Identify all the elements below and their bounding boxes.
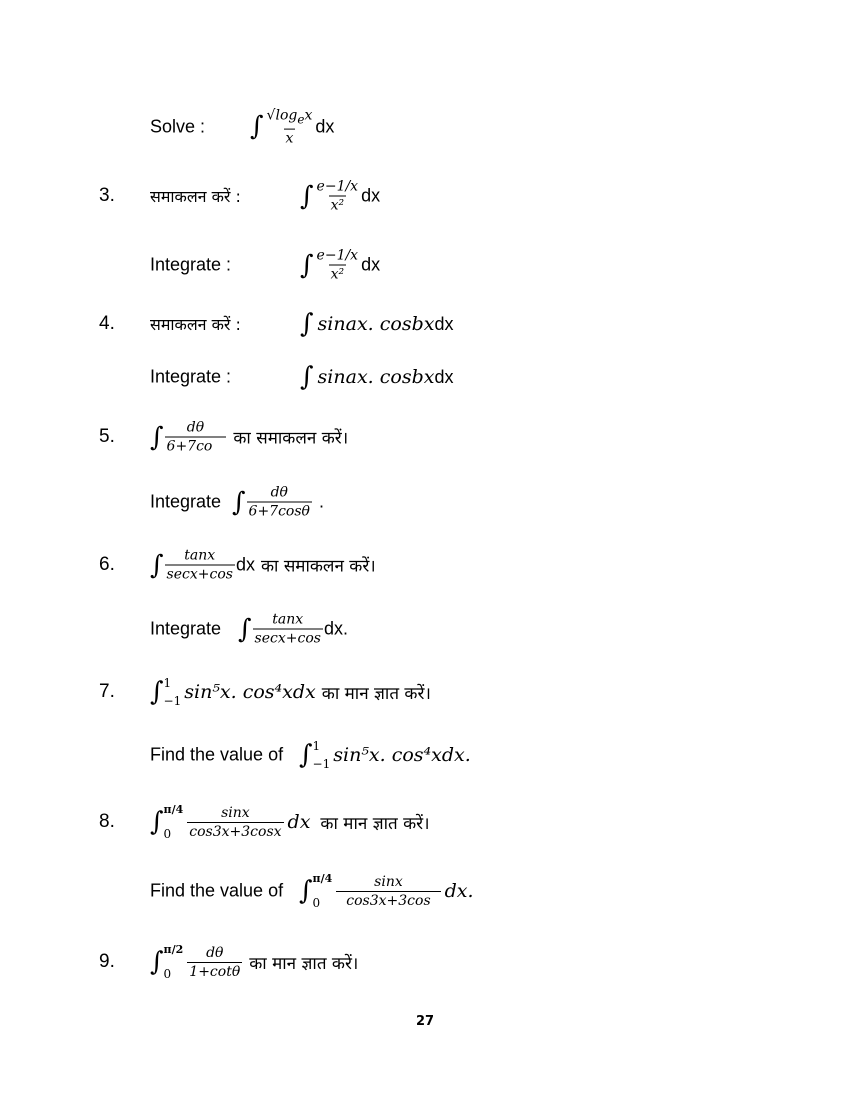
q6-dx: dx (235, 554, 255, 575)
integral-sign-icon: ∫ (150, 422, 164, 452)
q8-hindi-text: का मान ज्ञात करें। (320, 813, 430, 834)
integral-sign-icon: ∫ (150, 677, 164, 707)
q3-en-num: e−1/x (316, 247, 359, 264)
q8-den-hi: cos3x+3cosx (189, 823, 282, 840)
q5-en-num: dθ (270, 484, 288, 501)
q7-en-expr: sin⁵x. cos⁴xdx. (333, 744, 471, 766)
q6-num: tanx (184, 547, 216, 564)
q5-en-expression (232, 484, 324, 521)
integral-sign-icon: ∫ (300, 309, 314, 339)
q8-en-expression (299, 872, 474, 910)
q5-hi-expression (150, 419, 348, 456)
q8-den-en: cos3x+3cos (336, 891, 440, 910)
q6-number: 6. (99, 554, 115, 575)
q2-label: Solve : (150, 116, 206, 137)
q8-en-label: Find the value of (150, 880, 284, 901)
q9-num: dθ (206, 944, 224, 961)
q8-en-upper-limit: π/4 (312, 872, 333, 885)
q7-en-lower-limit: −1 (312, 757, 331, 771)
q6-en-label: Integrate (150, 618, 222, 639)
q9-den: 1+cotθ (189, 963, 241, 980)
q6-den: secx+cos (166, 566, 233, 583)
q8-number: 8. (99, 811, 115, 832)
q7-upper-limit: 1 (163, 676, 172, 690)
q5-number: 5. (99, 426, 115, 447)
q3-en-den: x² (330, 266, 345, 283)
q3-en-dx: dx (361, 254, 381, 275)
q7-hindi-text: का मान ज्ञात करें। (321, 683, 431, 704)
q6-en-expression (238, 611, 348, 648)
q3-den: x² (330, 197, 345, 214)
q7-number: 7. (99, 681, 115, 702)
q7-en-upper-limit: 1 (312, 739, 321, 753)
q4-en-dx: dx (434, 366, 454, 387)
q6-hi-expression (150, 547, 376, 584)
q5-den-hi: 6+7co (165, 437, 227, 456)
q7-en-expression (299, 739, 471, 771)
q6-hindi-text: का समाकलन करें। (260, 556, 376, 577)
q2-dx: dx (315, 116, 335, 137)
q9-hindi-text: का मान ज्ञात करें। (249, 953, 359, 974)
q4-dx: dx (434, 313, 454, 334)
q7-lower-limit: −1 (163, 694, 182, 708)
q4-en-expr: sinax. cosbx (317, 366, 435, 388)
q4-hindi-label: समाकलन करें : (150, 315, 241, 334)
q4-en-expression (300, 364, 453, 390)
q7-hi-expression (150, 676, 431, 708)
q7-expr: sin⁵x. cos⁴xdx (184, 681, 316, 703)
q8-dx: dx (287, 811, 311, 833)
integral-sign-icon: ∫ (150, 550, 164, 580)
q9-number: 9. (99, 951, 115, 972)
integral-sign-icon: ∫ (238, 614, 252, 644)
q4-hi-expression (300, 311, 453, 337)
q8-upper-limit: π/4 (163, 803, 184, 816)
q8-lower-limit: 0 (163, 827, 172, 841)
integral-sign-icon: ∫ (300, 181, 314, 211)
q9-lower-limit: 0 (163, 967, 172, 981)
q5-den-en: 6+7cosθ (248, 503, 310, 520)
q5-num: dθ (186, 419, 205, 436)
q8-en-lower-limit: 0 (312, 896, 321, 910)
integral-sign-icon: ∫ (150, 947, 164, 977)
q9-hi-expression (150, 943, 358, 981)
q4-en-label: Integrate : (150, 366, 232, 387)
q2-den: x (285, 130, 294, 147)
integral-sign-icon: ∫ (299, 876, 313, 906)
integral-sign-icon: ∫ (300, 362, 314, 392)
integral-sign-icon: ∫ (150, 807, 164, 837)
q6-en-num: tanx (272, 611, 304, 628)
q4-expr: sinax. cosbx (317, 313, 435, 335)
q6-en-dx: dx. (323, 618, 348, 639)
q2-num-var: x (304, 107, 313, 124)
integral-sign-icon: ∫ (299, 740, 313, 770)
q5-hindi-text: का समाकलन करें। (233, 428, 349, 449)
q4-number: 4. (99, 313, 115, 334)
integral-sign-icon: ∫ (232, 487, 246, 517)
q8-hi-expression (150, 803, 430, 841)
q5-en-label: Integrate (150, 491, 222, 512)
q3-dx: dx (361, 185, 381, 206)
integral-sign-icon: ∫ (300, 250, 314, 280)
q3-hindi-label: समाकलन करें : (150, 187, 241, 206)
q2-fraction (265, 107, 315, 148)
q5-period: . (318, 491, 324, 512)
q7-en-label: Find the value of (150, 744, 284, 765)
q8-en-dx: dx. (444, 880, 474, 902)
q2-num-sub: e (297, 112, 305, 127)
integral-sign-icon: ∫ (250, 111, 264, 142)
q3-hi-expression (300, 178, 380, 215)
q3-num: e−1/x (316, 178, 359, 195)
q3-en-label: Integrate : (150, 254, 232, 275)
q8-en-num: sinx (374, 873, 403, 890)
q6-en-den: secx+cos (254, 630, 321, 647)
q2-expression (250, 107, 334, 148)
q2-num-expr: √log (266, 107, 298, 124)
q9-upper-limit: π/2 (163, 943, 184, 956)
q3-en-expression (300, 247, 380, 284)
page-number: 27 (415, 1014, 435, 1029)
q3-number: 3. (99, 185, 115, 206)
q8-num: sinx (221, 804, 250, 821)
